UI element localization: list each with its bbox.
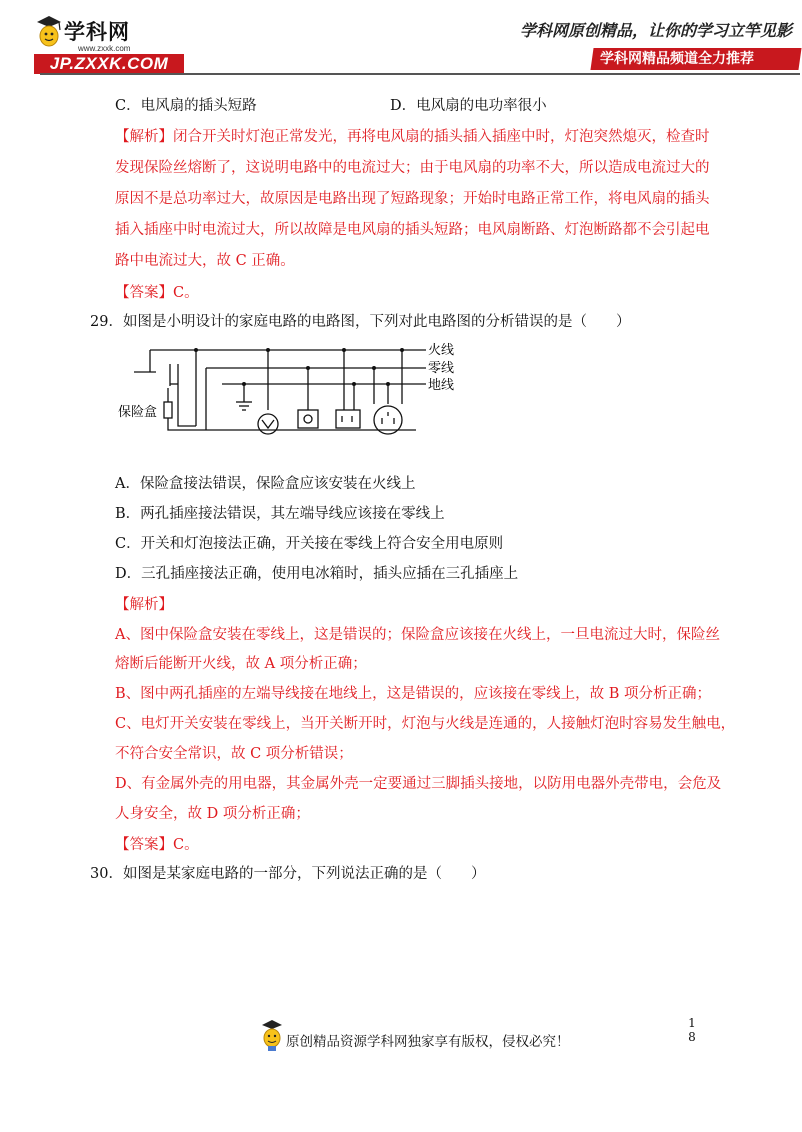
page-header bbox=[0, 0, 800, 80]
fusebox-label: 保险盒 bbox=[118, 405, 158, 420]
header-slogan: 学科网原创精品，让你的学习立竿见影 bbox=[520, 21, 793, 40]
q28-analysis-line: 路中电流过大，故 C 正确。 bbox=[115, 253, 295, 269]
mascot-icon bbox=[34, 14, 64, 50]
q29-option-a: A．保险盒接法错误，保险盒应该安装在火线上 bbox=[115, 476, 416, 492]
q28-analysis-line: 【解析】闭合开关时灯泡正常发光，再将电风扇的插头插入插座中时，灯泡突然熄灭，检查时 bbox=[115, 129, 710, 145]
q29-answer: 【答案】C。 bbox=[115, 837, 199, 853]
header-banner bbox=[590, 48, 801, 70]
q28-analysis-line: 发现保险丝熔断了，这说明电路中的电流过大；由于电风扇的功率不大，所以造成电流过大的 bbox=[115, 160, 710, 176]
fuse-box bbox=[164, 402, 172, 418]
q29-analysis-line: C、电灯开关安装在零线上，当开关断开时，灯泡与火线是连通的，人接触灯泡时容易发生触电， bbox=[115, 716, 736, 732]
q28-analysis-line: 原因不是总功率过大，故原因是电路出现了短路现象；开始时电路正常工作，将电风扇的插头 bbox=[115, 191, 710, 207]
circuit-diagram bbox=[118, 338, 486, 462]
socket-box bbox=[336, 410, 360, 428]
q29-analysis-line: A、图中保险盒安装在零线上，这是错误的；保险盒应该接在火线上，一旦电流过大时，保险丝 bbox=[115, 627, 720, 643]
banner-text: 学科网精品频道全力推荐 bbox=[600, 51, 754, 67]
q28-answer: 【答案】C。 bbox=[115, 285, 199, 301]
zxxk-logo bbox=[34, 14, 194, 72]
mascot-icon bbox=[260, 1018, 284, 1052]
page-number-top: 1 bbox=[688, 1016, 696, 1030]
q29-stem: 29．如图是小明设计的家庭电路的电路图，下列对此电路图的分析错误的是（ ） bbox=[90, 314, 631, 330]
q28-analysis-line: 插入插座中时电流过大，所以故障是电风扇的插头短路；电风扇断路、灯泡断路都不会引起电 bbox=[115, 222, 710, 238]
q30-stem: 30．如图是某家庭电路的一部分，下列说法正确的是（ ） bbox=[90, 866, 486, 882]
q29-option-c: C．开关和灯泡接法正确，开关接在零线上符合安全用电原则 bbox=[115, 536, 504, 552]
q29-analysis-line: 人身安全，故 D 项分析正确； bbox=[115, 806, 310, 822]
page-number bbox=[686, 1016, 698, 1044]
neutral-label: 零线 bbox=[428, 361, 455, 376]
q28-options-row bbox=[115, 95, 257, 117]
footer-copyright: 原创精品资源学科网独家享有版权，侵权必究！ bbox=[286, 1034, 570, 1050]
q28-option-d: D．电风扇的电功率很小 bbox=[390, 98, 547, 114]
live-label: 火线 bbox=[428, 343, 455, 358]
logo-title: 学科网 bbox=[64, 20, 130, 44]
q29-analysis-line: 熔断后能断开火线，故 A 项分析正确； bbox=[115, 656, 367, 672]
header-divider bbox=[40, 73, 800, 75]
lamp bbox=[258, 414, 278, 434]
logo-url-small: www.zxxk.com bbox=[78, 44, 131, 53]
q29-option-d: D．三孔插座接法正确，使用电冰箱时，插头应插在三孔插座上 bbox=[115, 566, 519, 582]
page-number-bottom: 8 bbox=[688, 1030, 696, 1044]
q29-option-b: B．两孔插座接法错误，其左端导线应该接在零线上 bbox=[115, 506, 445, 522]
logo-url: JP.ZXXK.COM bbox=[34, 54, 184, 74]
ground-label: 地线 bbox=[428, 378, 455, 393]
q29-analysis-line: D、有金属外壳的用电器，其金属外壳一定要通过三脚插头接地，以防用电器外壳带电，会危及 bbox=[115, 776, 722, 792]
two-hole-socket bbox=[298, 410, 318, 428]
q28-option-c: C．电风扇的插头短路 bbox=[115, 98, 257, 114]
q29-analysis-line: B、图中两孔插座的左端导线接在地线上，这是错误的，应该接在零线上，故 B 项分析正确； bbox=[115, 686, 712, 702]
q29-analysis-title: 【解析】 bbox=[115, 597, 173, 613]
q29-analysis-line: 不符合安全常识，故 C 项分析错误； bbox=[115, 746, 353, 762]
